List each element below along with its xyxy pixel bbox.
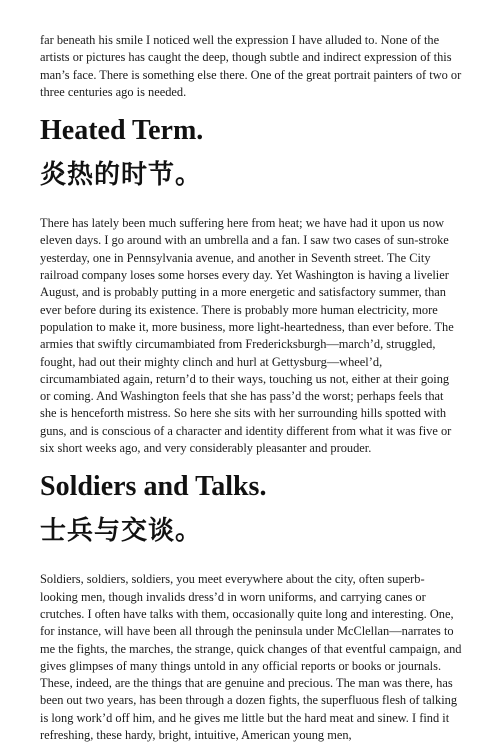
- intro-paragraph: far beneath his smile I noticed well the expression I have alluded to. None of the artists or pictures has caught the deep, though subtle and indirect expression of this man’s face. There is something else there. One of the great portrait painters of two or three centuries ago is needed.: [40, 33, 462, 99]
- section-body-heated-term: There has lately been much suffering here from heat; we have had it upon us now eleven days. I go around with an umbrella and a fan. I saw two cases of sun-stroke yesterday, one in Pennsylvania avenue, and another in Seventh street. The City railroad company loses some horses every day. Yet Washington is having a livelier August, and is probably putting in a more energetic and satisfactory summer, than ever before during its existence. There is probably more human electricity, more population to make it, more business, more light-heartedness, than ever before. The armies that swiftly circumambiated from Fredericksburgh—march’d, struggled, fought, had out their mighty clinch and hurl at Gettysburg—wheel’d, circumambiated again, return’d to their ways, touching us not, either at their going or coming. And Washington feels that she has pass’d the worst; perhaps feels that she is henceforth mistress. So here she sits with her surrounding hills spotted with guns, and is conscious of a character and identity different from what it was five or six short weeks ago, and very considerably pleasanter and prouder.: [40, 216, 454, 456]
- section-heading-soldiers-and-talks: Soldiers and Talks.: [40, 471, 267, 503]
- section-heading-heated-term: Heated Term.: [40, 115, 204, 147]
- document-page: [40, 32, 462, 744]
- section-body-soldiers-and-talks: Soldiers, soldiers, soldiers, you meet everywhere about the city, often superb-looking men, though invalids dress’d in worn uniforms, and carrying canes or crutches. I often have talks with them, occasionally quite long and interesting. One, for instance, will have been all through the peninsula under McClellan—narrates to me the fights, the marches, the strange, quick changes of that eventful campaign, and gives glimpses of many things untold in any official reports or books or journals. These, indeed, are the things that are genuine and precious. The man was there, has been out two years, has been through a dozen fights, the superfluous flesh of talking is long work’d off him, and he gives me little but the hard meat and sinew. I find it refreshing, these hardy, bright, intuitive, American young men,: [40, 572, 462, 743]
- section-heading-heated-term-chinese: 炎热的时节。: [40, 160, 203, 191]
- section-heading-soldiers-and-talks-chinese: 士兵与交谈。: [40, 516, 203, 547]
